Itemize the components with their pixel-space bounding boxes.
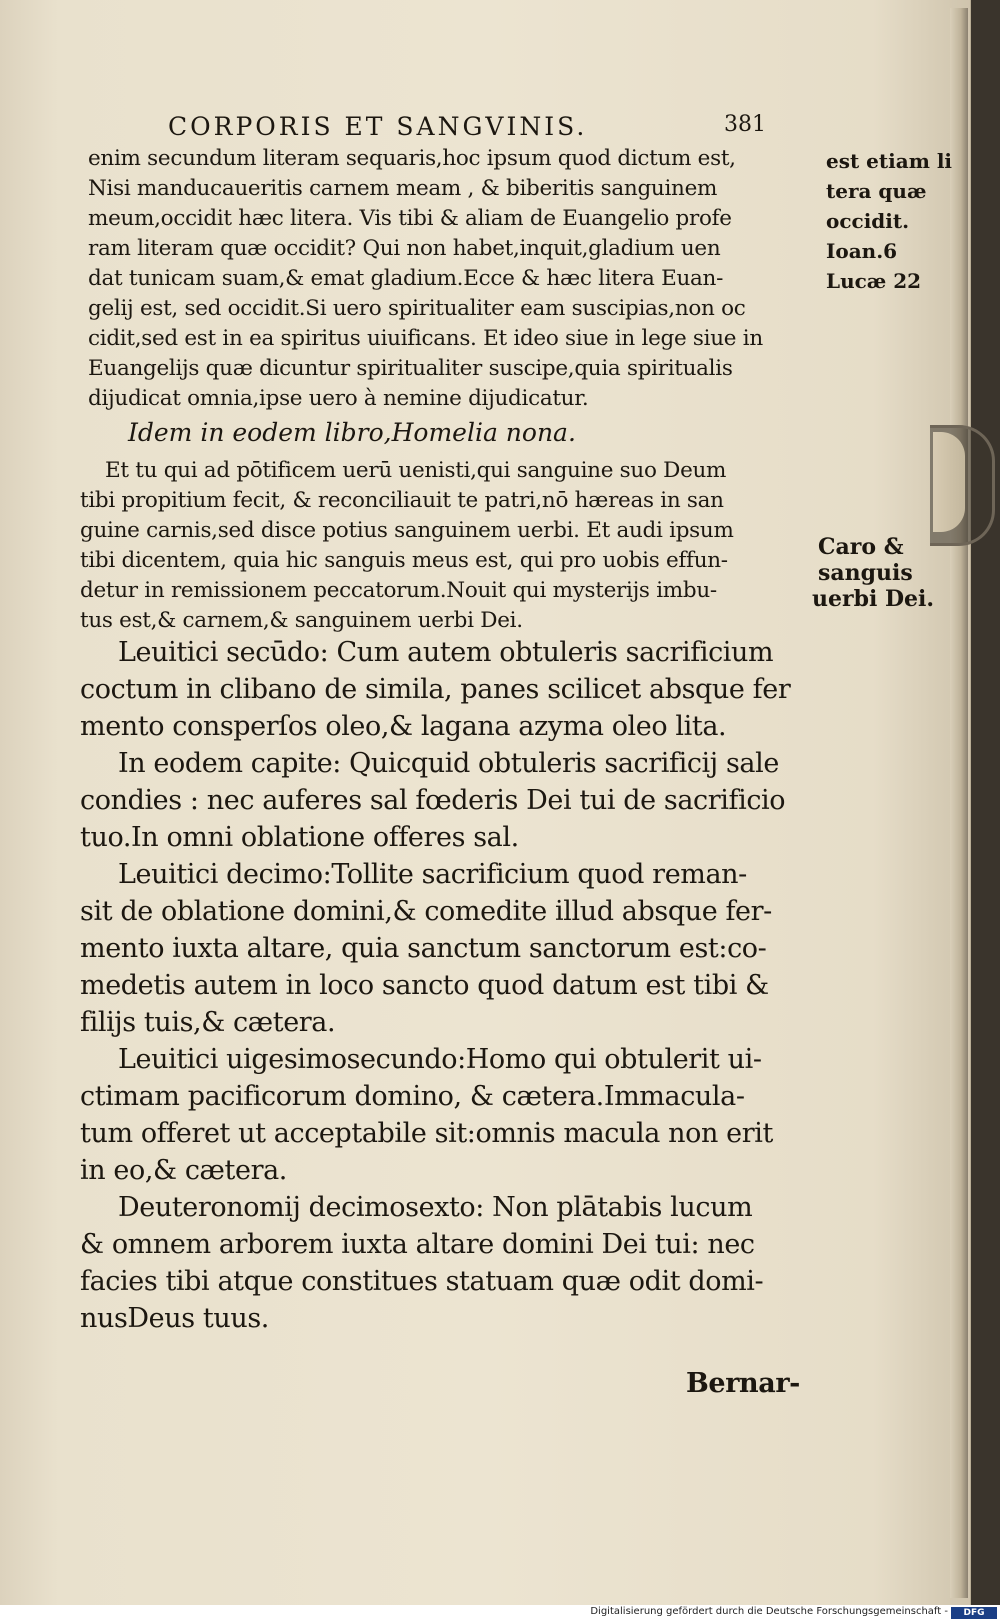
- margin-reference: Ioan.6: [826, 239, 898, 263]
- body-line: coctum in clibano de simila, panes scilicet absque fer: [80, 674, 791, 705]
- margin-note-line: Caro &: [818, 534, 904, 560]
- body-line: guine carnis,sed disce potius sanguinem uerbi. Et audi ipsum: [80, 518, 734, 543]
- margin-note-line: tera quæ: [826, 179, 927, 203]
- body-line: condies : nec auferes sal fœderis Dei tui de sacrificio: [80, 785, 786, 816]
- page-clip-inner: [933, 432, 965, 532]
- body-line: cidit,sed est in ea spiritus uiuificans. Et ideo siue in lege siue in: [88, 326, 763, 351]
- body-line: in eo,& cætera.: [80, 1155, 287, 1186]
- body-line: tibi propitium fecit, & reconciliauit te patri,nō hæreas in san: [80, 488, 724, 513]
- body-line: Leuitici secūdo: Cum autem obtuleris sacrificium: [118, 637, 774, 668]
- margin-note-line: uerbi Dei.: [812, 586, 935, 612]
- body-line: mento consperſos oleo,& lagana azyma oleo lita.: [80, 711, 727, 742]
- body-line: Leuitici uigesimosecundo:Homo qui obtulerit ui-: [118, 1044, 762, 1075]
- body-line: tibi dicentem, quia hic sanguis meus est, qui pro uobis effun-: [80, 548, 728, 573]
- dfg-logo: DFG: [951, 1607, 997, 1619]
- body-line: meum,occidit hæc litera. Vis tibi & aliam de Euangelio profe: [88, 206, 732, 231]
- page-number: 381: [724, 112, 766, 137]
- margin-note-line: occidit.: [826, 209, 910, 233]
- body-line: Et tu qui ad pōtificem uerū uenisti,qui sanguine suo Deum: [105, 458, 727, 483]
- body-line: sit de oblatione domini,& comedite illud absque fer-: [80, 896, 772, 927]
- body-line: gelij est, sed occidit.Si uero spiritualiter eam suscipias,non oc: [88, 296, 746, 321]
- page-edge: [950, 8, 968, 1598]
- body-line: tuo.In omni oblatione offeres sal.: [80, 822, 519, 853]
- body-line: Nisi manducaueritis carnem meam , & biberitis sanguinem: [88, 176, 718, 201]
- running-title: CORPORIS ET SANGVINIS.: [168, 112, 588, 141]
- body-line: Deuteronomij decimosexto: Non plātabis lucum: [118, 1192, 753, 1223]
- body-line: ram literam quæ occidit? Qui non habet,inquit,gladium uen: [88, 236, 721, 261]
- body-line: Euangelijs quæ dicuntur spiritualiter suscipe,quia spiritualis: [88, 356, 733, 381]
- margin-reference: Lucæ 22: [826, 269, 922, 293]
- body-line: In eodem capite: Quicquid obtuleris sacrificij sale: [118, 748, 779, 779]
- body-line: tus est,& carnem,& sanguinem uerbi Dei.: [80, 608, 523, 633]
- body-line: mento iuxta altare, quia sanctum sanctorum est:co-: [80, 933, 767, 964]
- section-heading: Idem in eodem libro,Homelia nona.: [128, 418, 576, 447]
- body-line: Leuitici decimo:Tollite sacrificium quod reman-: [118, 859, 747, 890]
- body-line: enim secundum literam sequaris,hoc ipsum quod dictum est,: [88, 146, 736, 171]
- body-line: dat tunicam suam,& emat gladium.Ecce & hæc litera Euan-: [88, 266, 724, 291]
- body-line: ctimam pacificorum domino, & cætera.Immacula-: [80, 1081, 745, 1112]
- margin-note-line: sanguis: [818, 560, 913, 586]
- body-line: detur in remissionem peccatorum.Nouit qui mysterijs imbu-: [80, 578, 717, 603]
- body-line: dijudicat omnia,ipse uero à nemine dijudicatur.: [88, 386, 589, 411]
- body-line: medetis autem in loco sancto quod datum est tibi &: [80, 970, 769, 1001]
- body-line: & omnem arborem iuxta altare domini Dei tui: nec: [80, 1229, 755, 1260]
- body-line: nusDeus tuus.: [80, 1303, 269, 1334]
- body-line: tum offeret ut acceptabile sit:omnis macula non erit: [80, 1118, 773, 1149]
- body-line: facies tibi atque constitues statuam quæ odit domi-: [80, 1266, 764, 1297]
- margin-note-line: est etiam li: [826, 149, 953, 173]
- body-line: filijs tuis,& cætera.: [80, 1007, 336, 1038]
- funding-credit: Digitalisierung gefördert durch die Deutsche Forschungsgemeinschaft -: [590, 1606, 948, 1617]
- catchword: Bernar-: [686, 1368, 800, 1399]
